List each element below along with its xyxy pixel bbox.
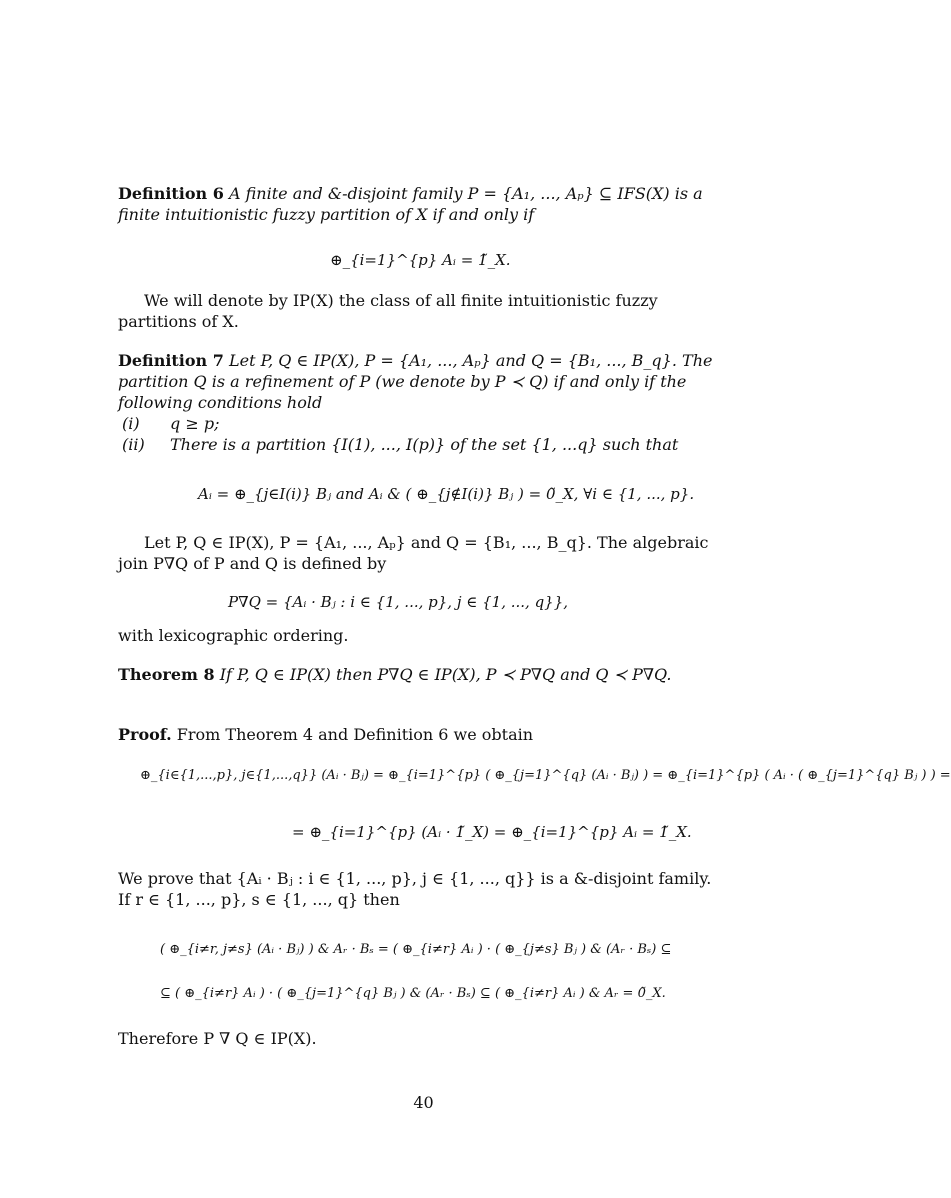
proof-equation-2: = ⊕_{i=1}^{p} (Aᵢ · 1̃_X) = ⊕_{i=1}^{p} Aᵢ = 1̃_X.: [292, 823, 692, 841]
paragraph-disjoint-family: We prove that {Aᵢ · Bⱼ : i ∈ {1, ..., p}, j ∈ {1, ..., q}} is a &-disjoint family. If r ∈ {1, ..., p}, s ∈ {1, ..., q} then: [118, 869, 712, 909]
definition-7-formula: Aᵢ = ⊕_{j∈I(i)} Bⱼ and Aᵢ & ( ⊕_{j∉I(i)} Bⱼ ) = 0̃_X, ∀i ∈ {1, ..., p}.: [198, 485, 695, 503]
condition-ii: [122, 434, 678, 455]
condition-ii-text: There is a partition {I(1), ..., I(p)} of the set {1, ...q} such that: [170, 435, 679, 454]
definition-7: [118, 350, 728, 413]
definition-6: [118, 183, 728, 225]
paragraph-lexicographic: with lexicographic ordering.: [118, 626, 349, 645]
page-number: 40: [413, 1093, 434, 1112]
proof-equation-3: ( ⊕_{i≠r, j≠s} (Aᵢ · Bⱼ) ) & Aᵣ · Bₛ = ( ⊕_{i≠r} Aᵢ ) · ( ⊕_{j≠s} Bⱼ ) & (Aᵣ · Bₛ) ⊆: [160, 942, 672, 957]
proof-equation-1: ⊕_{i∈{1,...,p}, j∈{1,...,q}} (Aᵢ · Bⱼ) = ⊕_{i=1}^{p} ( ⊕_{j=1}^{q} (Aᵢ · Bⱼ) ) = ⊕_{i=1}^{p} ( Aᵢ · ( ⊕_{j=1}^{q} Bⱼ ) ) =: [140, 768, 951, 783]
condition-i-label: (i): [122, 414, 140, 433]
proof-intro: [118, 724, 728, 745]
paragraph-ip-class: We will denote by IP(X) the class of all finite intuitionistic fuzzy partitions of X.: [118, 291, 658, 331]
theorem-8: [118, 664, 728, 685]
join-formula: P∇Q = {Aᵢ · Bⱼ : i ∈ {1, ..., p}, j ∈ {1, ..., q}},: [228, 593, 569, 611]
proof-conclusion: Therefore P ∇ Q ∈ IP(X).: [118, 1029, 317, 1048]
proof-intro-text: From Theorem 4 and Definition 6 we obtain: [176, 725, 534, 744]
condition-i-text: q ≥ p;: [170, 414, 220, 433]
definition-6-formula: ⊕_{i=1}^{p} Aᵢ = 1̃_X.: [330, 251, 511, 269]
proof-label: Proof.: [118, 725, 172, 744]
definition-6-text: A finite and &-disjoint family P = {A₁, ..., Aₚ} ⊆ IFS(X) is a finite intuitionistic fuzzy partition of X if and only if: [118, 184, 703, 224]
definition-7-text: Let P, Q ∈ IP(X), P = {A₁, ..., Aₚ} and Q = {B₁, ..., B_q}. The partition Q is a refinement of P (we denote by P ≺ Q) if and only if the following conditions hold: [118, 351, 713, 412]
theorem-8-text: If P, Q ∈ IP(X) then P∇Q ∈ IP(X), P ≺ P∇Q and Q ≺ P∇Q.: [219, 665, 672, 684]
definition-6-label: Definition 6: [118, 184, 224, 203]
proof-equation-4: ⊆ ( ⊕_{i≠r} Aᵢ ) · ( ⊕_{j=1}^{q} Bⱼ ) & (Aᵣ · Bₛ) ⊆ ( ⊕_{i≠r} Aᵢ ) & Aᵣ = 0̃_X.: [160, 986, 666, 1001]
condition-i: [122, 413, 219, 434]
definition-7-label: Definition 7: [118, 351, 224, 370]
paragraph-algebraic-join: Let P, Q ∈ IP(X), P = {A₁, ..., Aₚ} and Q = {B₁, ..., B_q}. The algebraic join P∇Q of P and Q is defined by: [118, 533, 709, 573]
theorem-8-label: Theorem 8: [118, 665, 215, 684]
condition-ii-label: (ii): [122, 435, 145, 454]
